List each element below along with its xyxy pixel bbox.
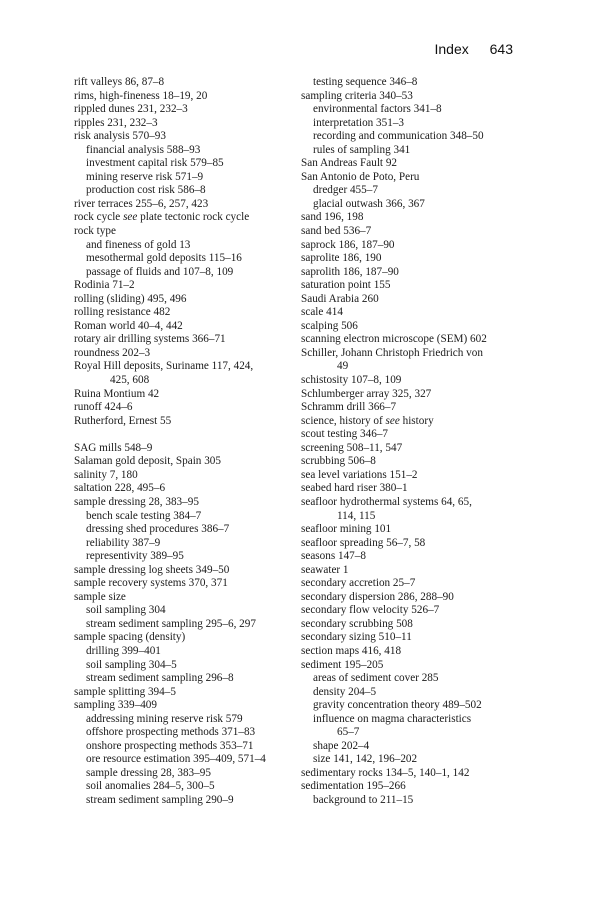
index-entry — [74, 496, 296, 510]
index-entry — [301, 537, 531, 551]
index-entry — [74, 306, 296, 320]
index-entry — [74, 388, 296, 402]
index-entry-text: sample dressing 28, 383–95 — [74, 495, 199, 508]
index-entry — [74, 591, 296, 605]
index-entry-text: scrubbing 506–8 — [301, 455, 376, 468]
index-entry-text: sample dressing 28, 383–95 — [86, 766, 211, 779]
index-entry-text: sedimentary rocks 134–5, 140–1, 142 — [301, 766, 470, 779]
index-entry — [74, 211, 296, 225]
index-entry-text: science, history of — [301, 414, 386, 427]
index-entry-text: ripples 231, 232–3 — [74, 116, 158, 129]
index-entry — [301, 659, 531, 673]
index-entry-text: reliability 387–9 — [86, 536, 161, 549]
index-entry — [301, 374, 531, 388]
index-entry-text: saturation point 155 — [301, 279, 391, 292]
index-entry — [301, 211, 531, 225]
index-subentry — [301, 713, 531, 727]
index-entry — [301, 428, 531, 442]
index-entry-text: interpretation 351–3 — [313, 116, 405, 129]
index-entry-text: gravity concentration theory 489–502 — [313, 699, 482, 712]
index-entry-text: sample dressing log sheets 349–50 — [74, 563, 230, 576]
index-entry-text: rock type — [74, 225, 116, 238]
index-entry-text: soil anomalies 284–5, 300–5 — [86, 780, 215, 793]
index-entry — [301, 591, 531, 605]
index-entry — [74, 198, 296, 212]
index-entry-text: salinity 7, 180 — [74, 468, 138, 481]
index-subentry — [74, 659, 296, 673]
index-subentry — [74, 266, 296, 280]
index-subentry — [74, 753, 296, 767]
index-entry — [301, 442, 531, 456]
index-entry-text: sedimentation 195–266 — [301, 780, 406, 793]
index-entry-text: seafloor mining 101 — [301, 523, 392, 536]
index-entry-text: sampling 339–409 — [74, 699, 157, 712]
see-reference: see — [123, 211, 138, 224]
index-entry-text: schistosity 107–8, 109 — [301, 374, 402, 387]
index-entry-text: recording and communication 348–50 — [313, 130, 484, 143]
index-entry — [301, 279, 531, 293]
index-entry — [74, 401, 296, 415]
index-entry-text: rippled dunes 231, 232–3 — [74, 103, 188, 116]
index-entry-text: runoff 424–6 — [74, 401, 133, 414]
index-entry-continuation — [301, 510, 531, 524]
index-entry-text: secondary scrubbing 508 — [301, 617, 413, 630]
index-entry — [301, 564, 531, 578]
index-entry-text: section maps 416, 418 — [301, 644, 402, 657]
index-column-right — [301, 76, 531, 808]
index-subentry — [74, 604, 296, 618]
index-entry — [74, 415, 296, 429]
index-entry-continuation — [74, 374, 296, 388]
index-subentry — [74, 171, 296, 185]
index-entry-text: onshore prospecting methods 353–71 — [86, 739, 254, 752]
index-entry — [301, 523, 531, 537]
index-column-left — [74, 76, 296, 808]
index-subentry — [74, 537, 296, 551]
index-entry — [301, 767, 531, 781]
index-entry-continuation — [301, 360, 531, 374]
index-entry-text: stream sediment sampling 296–8 — [86, 672, 234, 685]
index-entry-text: Royal Hill deposits, Suriname 117, 424, — [74, 360, 254, 373]
index-entry-text: representivity 389–95 — [86, 550, 184, 563]
index-entry-text: Saudi Arabia 260 — [301, 292, 379, 305]
index-entry — [74, 469, 296, 483]
index-entry — [301, 482, 531, 496]
index-entry-text: saprolith 186, 187–90 — [301, 265, 399, 278]
index-entry-text: sample size — [74, 590, 126, 603]
index-entry-text: shape 202–4 — [313, 739, 370, 752]
index-entry — [301, 780, 531, 794]
index-subentry — [74, 794, 296, 808]
index-entry — [74, 130, 296, 144]
index-entry — [74, 347, 296, 361]
index-entry-text: rims, high-fineness 18–19, 20 — [74, 89, 208, 102]
index-entry-text: testing sequence 346–8 — [313, 76, 418, 88]
index-entry-text: size 141, 142, 196–202 — [313, 753, 418, 766]
running-head-title: Index — [434, 41, 469, 57]
see-reference: see — [385, 414, 400, 427]
index-subentry — [74, 184, 296, 198]
index-entry — [74, 90, 296, 104]
index-entry — [301, 401, 531, 415]
index-entry-text: areas of sediment cover 285 — [313, 672, 439, 685]
index-entry-text: Rodinia 71–2 — [74, 279, 135, 292]
index-entry-text: and fineness of gold 13 — [86, 238, 191, 251]
index-entry-text: seafloor spreading 56–7, 58 — [301, 536, 426, 549]
see-reference-target: plate tectonic rock cycle — [137, 211, 250, 224]
index-entry-text: rules of sampling 341 — [313, 143, 411, 156]
index-subentry — [74, 740, 296, 754]
index-entry — [301, 90, 531, 104]
index-entry — [301, 455, 531, 469]
index-entry-text: soil sampling 304–5 — [86, 658, 177, 671]
index-entry-text: Schramm drill 366–7 — [301, 401, 397, 414]
index-subentry — [74, 523, 296, 537]
index-subentry — [74, 252, 296, 266]
index-entry-text: scanning electron microscope (SEM) 602 — [301, 333, 487, 346]
index-entry — [301, 577, 531, 591]
index-subentry — [74, 645, 296, 659]
index-entry-text: rift valleys 86, 87–8 — [74, 76, 165, 88]
index-subentry — [301, 144, 531, 158]
index-entry — [74, 360, 296, 374]
index-entry-text: seafloor hydrothermal systems 64, 65, — [301, 495, 472, 508]
index-entry — [74, 482, 296, 496]
index-entry-text: sampling criteria 340–53 — [301, 89, 413, 102]
index-entry-text: sediment 195–205 — [301, 658, 384, 671]
index-subentry — [74, 672, 296, 686]
index-entry — [301, 388, 531, 402]
index-entry-text: production cost risk 586–8 — [86, 184, 206, 197]
index-entry-text: environmental factors 341–8 — [313, 103, 442, 116]
index-entry — [301, 252, 531, 266]
index-subentry — [301, 130, 531, 144]
index-entry-text: saltation 228, 495–6 — [74, 482, 166, 495]
index-entry-text: influence on magma characteristics — [313, 712, 472, 725]
index-entry-text: sample splitting 394–5 — [74, 685, 176, 698]
index-entry-text: Ruina Montium 42 — [74, 387, 160, 400]
index-entry — [74, 442, 296, 456]
index-entry-text: offshore prospecting methods 371–83 — [86, 726, 256, 739]
index-entry-text: San Andreas Fault 92 — [301, 157, 398, 170]
index-entry-text: sea level variations 151–2 — [301, 468, 418, 481]
index-entry — [74, 225, 296, 239]
index-entry-text: rock cycle — [74, 211, 124, 224]
index-entry-text: 114, 115 — [337, 509, 376, 522]
index-subentry — [301, 740, 531, 754]
index-subentry — [74, 767, 296, 781]
index-entry-text: 49 — [337, 360, 349, 373]
index-entry-text: glacial outwash 366, 367 — [313, 197, 425, 210]
index-subentry — [301, 103, 531, 117]
index-entry — [301, 550, 531, 564]
index-entry-text: secondary flow velocity 526–7 — [301, 604, 440, 617]
index-entry-continuation — [301, 726, 531, 740]
index-subentry — [74, 144, 296, 158]
index-entry — [301, 469, 531, 483]
index-subentry — [74, 726, 296, 740]
index-entry — [301, 171, 531, 185]
index-entry-text: sand 196, 198 — [301, 211, 364, 224]
index-entry — [74, 631, 296, 645]
index-entry-text: dredger 455–7 — [313, 184, 378, 197]
index-subentry — [74, 510, 296, 524]
index-entry-text: 65–7 — [337, 726, 360, 739]
index-subentry — [74, 780, 296, 794]
index-entry-text: sand bed 536–7 — [301, 225, 372, 238]
index-entry-text: mesothermal gold deposits 115–16 — [86, 252, 242, 265]
index-entry-text: secondary accretion 25–7 — [301, 577, 416, 590]
index-entry — [74, 76, 296, 90]
index-subentry — [301, 794, 531, 808]
index-subentry — [301, 198, 531, 212]
index-entry-text: drilling 399–401 — [86, 644, 161, 657]
index-entry-text: roundness 202–3 — [74, 346, 151, 359]
index-entry-text: scale 414 — [301, 306, 343, 319]
index-entry-text: screening 508–11, 547 — [301, 441, 403, 454]
index-entry-text: background to 211–15 — [313, 793, 414, 806]
index-entry-text: rolling resistance 482 — [74, 306, 171, 319]
index-entry — [301, 157, 531, 171]
index-entry-text: dressing shed procedures 386–7 — [86, 523, 230, 536]
index-entry-text: Rutherford, Ernest 55 — [74, 414, 172, 427]
index-entry — [301, 415, 531, 429]
index-entry-text: saprolite 186, 190 — [301, 252, 382, 265]
index-entry — [301, 333, 531, 347]
index-entry — [74, 577, 296, 591]
index-entry-text: seawater 1 — [301, 563, 349, 576]
index-entry — [301, 306, 531, 320]
index-entry-text: addressing mining reserve risk 579 — [86, 712, 243, 725]
index-entry-text: river terraces 255–6, 257, 423 — [74, 197, 209, 210]
index-entry-text: scout testing 346–7 — [301, 428, 389, 441]
index-entry — [301, 239, 531, 253]
index-entry-text: secondary sizing 510–11 — [301, 631, 412, 644]
index-entry — [301, 645, 531, 659]
index-entry — [74, 686, 296, 700]
index-entry-text: risk analysis 570–93 — [74, 130, 166, 143]
index-entry-text: San Antonio de Poto, Peru — [301, 170, 420, 183]
index-section-gap — [74, 428, 296, 442]
index-entry — [301, 293, 531, 307]
index-entry — [74, 333, 296, 347]
index-entry — [301, 225, 531, 239]
page-number: 643 — [489, 41, 513, 57]
index-entry-text: sample spacing (density) — [74, 631, 186, 644]
index-entry — [74, 117, 296, 131]
index-subentry — [74, 550, 296, 564]
index-subentry — [74, 618, 296, 632]
index-entry — [74, 279, 296, 293]
index-entry — [301, 266, 531, 280]
index-entry — [301, 496, 531, 510]
index-entry — [301, 618, 531, 632]
index-entry-text: SAG mills 548–9 — [74, 441, 153, 454]
index-entry — [74, 293, 296, 307]
running-head — [435, 41, 514, 57]
index-subentry — [74, 157, 296, 171]
index-entry — [74, 455, 296, 469]
index-entry-text: soil sampling 304 — [86, 604, 166, 617]
index-entry-text: mining reserve risk 571–9 — [86, 170, 204, 183]
index-entry — [74, 564, 296, 578]
index-subentry — [74, 713, 296, 727]
index-entry-text: passage of fluids and 107–8, 109 — [86, 265, 234, 278]
index-subentry — [301, 117, 531, 131]
index-entry-text: stream sediment sampling 290–9 — [86, 793, 234, 806]
index-entry-text: rolling (sliding) 495, 496 — [74, 292, 187, 305]
index-entry-text: seasons 147–8 — [301, 550, 366, 563]
index-entry-text: stream sediment sampling 295–6, 297 — [86, 617, 256, 630]
index-subentry — [301, 699, 531, 713]
index-entry-text: investment capital risk 579–85 — [86, 157, 224, 170]
index-entry-text: density 204–5 — [313, 685, 377, 698]
index-entry — [74, 320, 296, 334]
index-entry-text: 425, 608 — [110, 374, 150, 387]
index-subentry — [301, 184, 531, 198]
index-subentry — [301, 686, 531, 700]
index-entry-text: Schiller, Johann Christoph Friedrich von — [301, 346, 483, 359]
index-entry-text: scalping 506 — [301, 319, 358, 332]
index-entry — [74, 103, 296, 117]
index-subentry — [74, 239, 296, 253]
index-entry — [74, 699, 296, 713]
index-entry-text: ore resource estimation 395–409, 571–4 — [86, 753, 266, 766]
index-entry-text: saprock 186, 187–90 — [301, 238, 395, 251]
index-entry — [301, 631, 531, 645]
index-subentry — [301, 753, 531, 767]
index-entry — [301, 604, 531, 618]
index-entry-text: Schlumberger array 325, 327 — [301, 387, 432, 400]
index-entry-text: secondary dispersion 286, 288–90 — [301, 590, 454, 603]
see-reference-target: history — [399, 414, 434, 427]
index-entry-text: Salaman gold deposit, Spain 305 — [74, 455, 221, 468]
index-entry-text: financial analysis 588–93 — [86, 143, 201, 156]
index-entry-text: sample recovery systems 370, 371 — [74, 577, 228, 590]
index-entry — [301, 347, 531, 361]
index-entry-text: Roman world 40–4, 442 — [74, 319, 183, 332]
index-entry-text: bench scale testing 384–7 — [86, 509, 202, 522]
index-entry — [301, 320, 531, 334]
index-subentry — [301, 76, 531, 90]
index-entry-text: rotary air drilling systems 366–71 — [74, 333, 226, 346]
index-subentry — [301, 672, 531, 686]
index-entry-text: seabed hard riser 380–1 — [301, 482, 408, 495]
